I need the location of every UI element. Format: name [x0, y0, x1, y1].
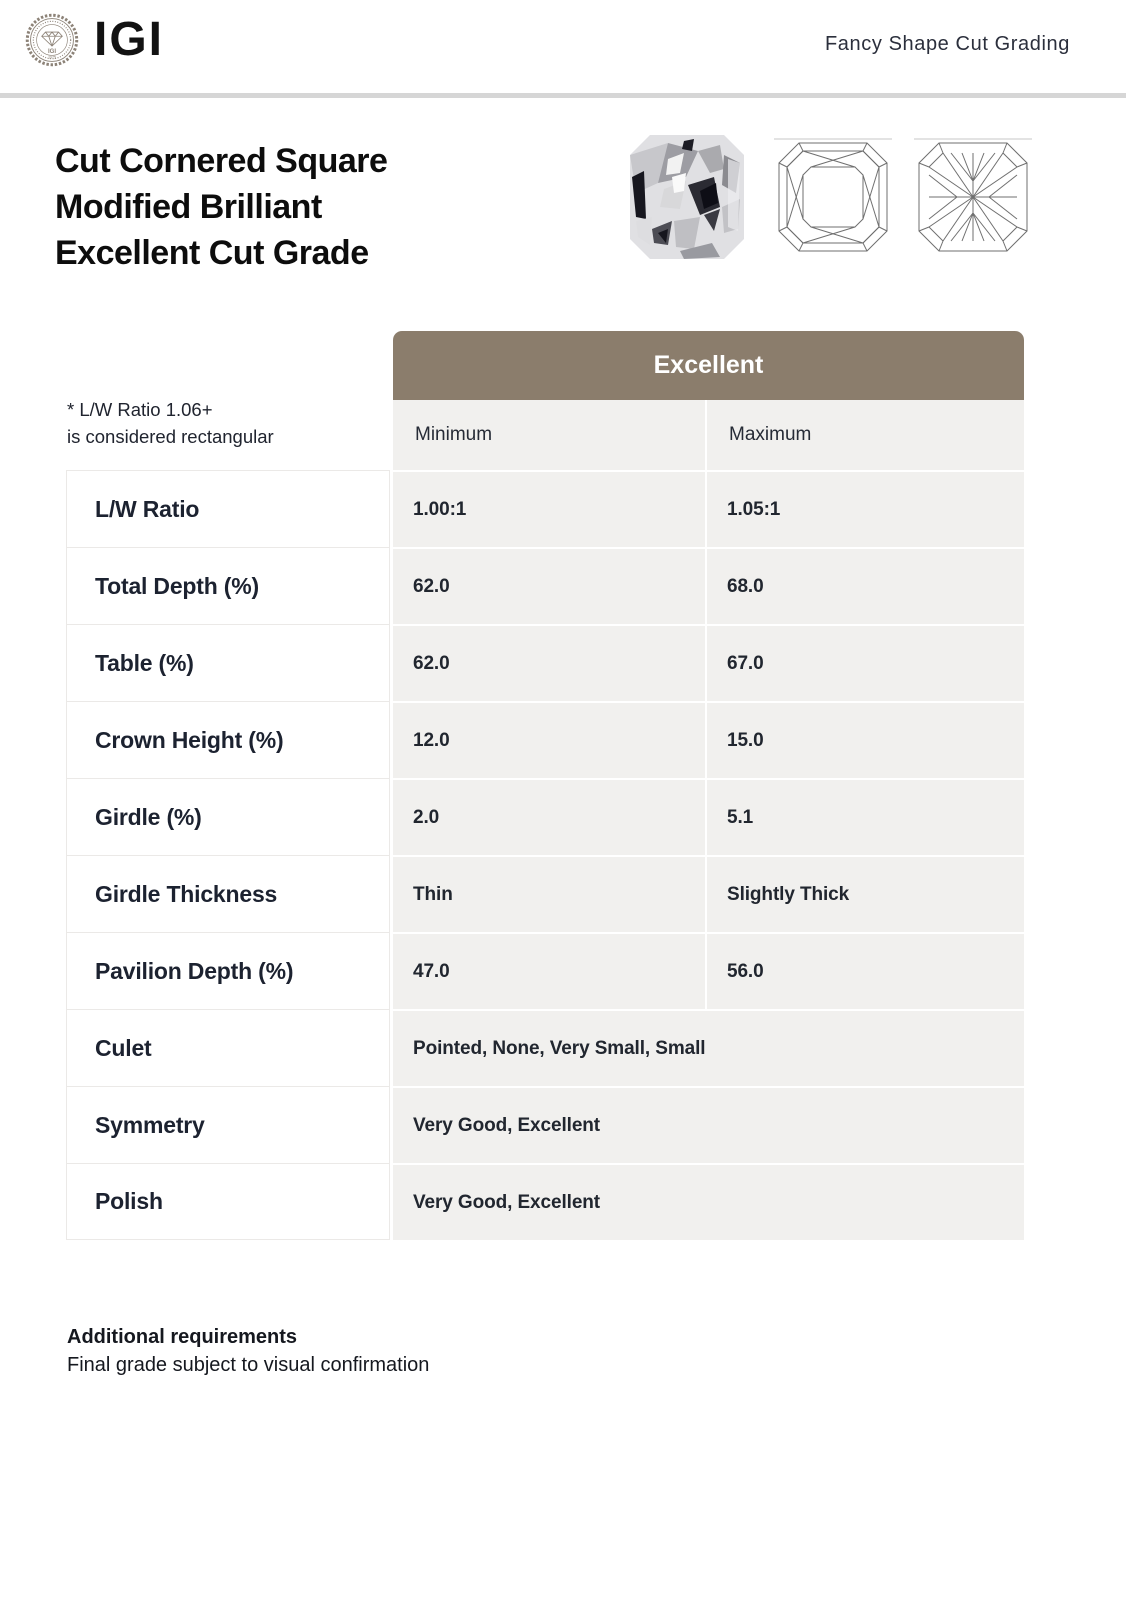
table-row-table-pct — [66, 624, 1024, 701]
row-label: Pavilion Depth (%) — [66, 932, 390, 1009]
grade-header-label: Excellent — [653, 351, 764, 379]
note-line-2: is considered rectangular — [67, 426, 274, 447]
table-row-girdle-pct — [66, 778, 1024, 855]
row-min-value: 62.0 — [393, 624, 705, 701]
table-row-pavilion-depth — [66, 932, 1024, 1009]
column-header-minimum: Minimum — [393, 400, 705, 470]
row-label: Girdle Thickness — [66, 855, 390, 932]
title-line-3: Excellent Cut Grade — [55, 234, 369, 272]
column-header-row — [393, 400, 1024, 470]
footer-heading: Additional requirements — [67, 1326, 298, 1348]
note-line-1: * L/W Ratio 1.06+ — [67, 399, 213, 420]
row-label: Girdle (%) — [66, 778, 390, 855]
table-row-culet — [66, 1009, 1024, 1086]
row-min-value: 47.0 — [393, 932, 705, 1009]
row-label: Table (%) — [66, 624, 390, 701]
row-label: Polish — [66, 1163, 390, 1240]
title-line-1: Cut Cornered Square — [55, 142, 388, 180]
igi-logo — [24, 11, 164, 69]
row-max-value: 68.0 — [707, 547, 1024, 624]
row-min-value: 12.0 — [393, 701, 705, 778]
table-row-lw-ratio — [66, 470, 1024, 547]
row-min-value: 2.0 — [393, 778, 705, 855]
crown-facet-diagram — [772, 136, 894, 258]
igi-seal-icon — [24, 12, 80, 68]
diamond-photo — [628, 133, 746, 261]
page-label: Fancy Shape Cut Grading — [824, 33, 1070, 55]
row-span-value: Very Good, Excellent — [393, 1163, 1024, 1240]
row-max-value: 67.0 — [707, 624, 1024, 701]
table-row-total-depth — [66, 547, 1024, 624]
header-divider — [0, 93, 1126, 98]
row-min-value: Thin — [393, 855, 705, 932]
title-line-2: Modified Brilliant — [55, 188, 322, 226]
table-row-symmetry — [66, 1086, 1024, 1163]
row-label: Crown Height (%) — [66, 701, 390, 778]
row-max-value: 1.05:1 — [707, 470, 1024, 547]
row-label: Total Depth (%) — [66, 547, 390, 624]
footer-text: Final grade subject to visual confirmation — [67, 1354, 430, 1376]
row-max-value: 5.1 — [707, 778, 1024, 855]
igi-wordmark: IGI — [94, 13, 165, 66]
table-row-girdle-thickness — [66, 855, 1024, 932]
grading-table — [66, 470, 1024, 1240]
additional-requirements — [67, 1323, 429, 1379]
row-label: Symmetry — [66, 1086, 390, 1163]
row-min-value: 62.0 — [393, 547, 705, 624]
row-label: L/W Ratio — [66, 470, 390, 547]
row-max-value: Slightly Thick — [707, 855, 1024, 932]
table-row-crown-height — [66, 701, 1024, 778]
row-span-value: Very Good, Excellent — [393, 1086, 1024, 1163]
row-max-value: 15.0 — [707, 701, 1024, 778]
header-bar — [0, 0, 1126, 93]
table-row-polish — [66, 1163, 1024, 1240]
svg-text:IGI: IGI — [47, 49, 57, 56]
row-label: Culet — [66, 1009, 390, 1086]
page-title — [55, 138, 475, 276]
row-span-value: Pointed, None, Very Small, Small — [393, 1009, 1024, 1086]
lw-ratio-note — [67, 396, 274, 450]
grade-header-band — [393, 331, 1024, 400]
seal-year-text: 1975 — [48, 55, 56, 60]
row-min-value: 1.00:1 — [393, 470, 705, 547]
row-max-value: 56.0 — [707, 932, 1024, 1009]
pavilion-facet-diagram — [912, 136, 1034, 258]
column-header-maximum: Maximum — [707, 400, 1024, 470]
